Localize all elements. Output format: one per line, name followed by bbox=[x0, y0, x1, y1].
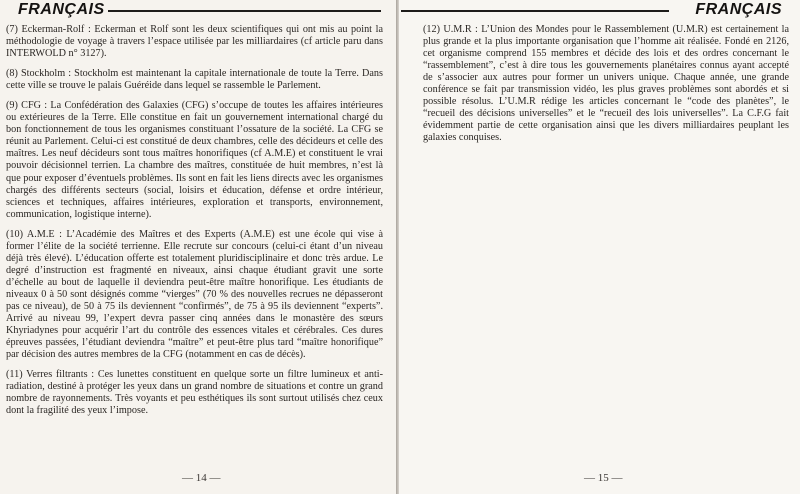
header-rule bbox=[108, 10, 381, 12]
left-page-title: FRANÇAIS bbox=[18, 1, 105, 18]
note-11: (11) Verres filtrants : Ces lunettes constituent en quelque sorte un filtre lumineux et anti-radiation, destiné à protéger les yeux dans un grand nombre de situations et contre un grand nombre de rayonnements. Très voyants et peu esthétiques ils sont surtout utilisés chez ceux dont la fragilité des yeux l’impose. bbox=[6, 369, 383, 417]
left-page bbox=[0, 0, 397, 494]
note-9: (9) CFG : La Confédération des Galaxies (CFG) s’occupe de toutes les affaires intérieures ou extérieures de la Terre. Elle constitue en fait un gouvernement international chargé du bon fonctionnement de tous les organismes constituant l’ossature de la société. La CFG se réunit au Parlement. Celui-ci est constitué de deux chambres, celle des décideurs et celle des maîtres. Les neuf décideurs sont tous maîtres honorifiques (cf A.M.E) et constituent le vrai pouvoir décisionnel terrien. La chambre des maîtres, constituée de huit membres, n’est là que pour exposer d’éventuels problèmes. Ils sont en fait les liens directs avec les organismes chargés des différents secteurs (social, loisirs et éducation, défense et ordre intérieur, sciences et techniques, affaires intérieures, exploration et transports, environnement, communication, logistique interne). bbox=[6, 100, 383, 220]
right-page bbox=[399, 0, 800, 494]
note-8: (8) Stockholm : Stockholm est maintenant la capitale internationale de toute la Terre. Dans cette ville se trouve le palais Guéréide dans lequel se rassemble le Parlement. bbox=[6, 68, 383, 92]
right-page-body bbox=[423, 24, 789, 152]
left-page-number: — 14 — bbox=[182, 472, 221, 484]
note-12: (12) U.M.R : L’Union des Mondes pour le Rassemblement (U.M.R) est certainement la plus grande et la plus importante organisation que l’homme ait réalisée. Fondé en 2126, cet organisme comprend 155 membres et décide des lois et des ordres concernant le “rassemblement”, c’est à dire tous les gouvernements planétaires connus ayant accepté de s’associer aux autres pour former un univers unique. Chaque année, une grande conférence se fait par transmission vidéo, les plus graves problèmes sont abordés et si possible résolus. L’U.M.R rédige les articles concernant le “code des planètes”, le “recueil des décisions universelles” et le “recueil des lois universelles”. La C.F.G fait évidemment partie de cette organisation ainsi que les divers milliardaires peuplant les galaxies conquises. bbox=[423, 24, 789, 144]
left-page-body bbox=[6, 24, 383, 425]
header-rule bbox=[401, 10, 669, 12]
left-page-header bbox=[0, 0, 397, 20]
note-10: (10) A.M.E : L’Académie des Maîtres et des Experts (A.M.E) est une école qui vise à former l’élite de la société terrienne. Elle recrute sur concours (celui-ci étant d’un niveau déjà très élevé). L’éducation offerte est totalement pluridisciplinaire et donc très ardue. Le degré d’instruction est fragmenté en niveaux, ainsi chaque étudiant gravit une sorte d’échelle au bout de laquelle il deviendra peut-être maître honorifique. Les étudiants de niveaux 0 à 50 sont désignés comme “vierges” (70 % des nouvelles recrues ne dépasseront pas ce niveau), de 50 à 75 ils deviennent “confirmés”, de 75 à 95 ils deviennent “experts”. Arrivé au niveau 99, l’expert devra passer cinq années dans le monastère des sœurs Khyriadynes pour acquérir l’art du contrôle des essences vitales et cérébrales. Ces dures épreuves passées, l’étudiant deviendra “maître” et peut-être plus tard “maître honorifique” par décision des autres membres de la CFG (notamment en cas de décès). bbox=[6, 228, 383, 361]
note-7: (7) Eckerman-Rolf : Eckerman et Rolf sont les deux scientifiques qui ont mis au point la méthodologie de voyage à travers l’espace utilisée par les milliardaires (cf article paru dans INTERWOLD n° 3127). bbox=[6, 24, 383, 60]
right-page-header bbox=[399, 0, 800, 20]
right-page-number: — 15 — bbox=[584, 472, 623, 484]
right-page-title: FRANÇAIS bbox=[695, 1, 782, 18]
